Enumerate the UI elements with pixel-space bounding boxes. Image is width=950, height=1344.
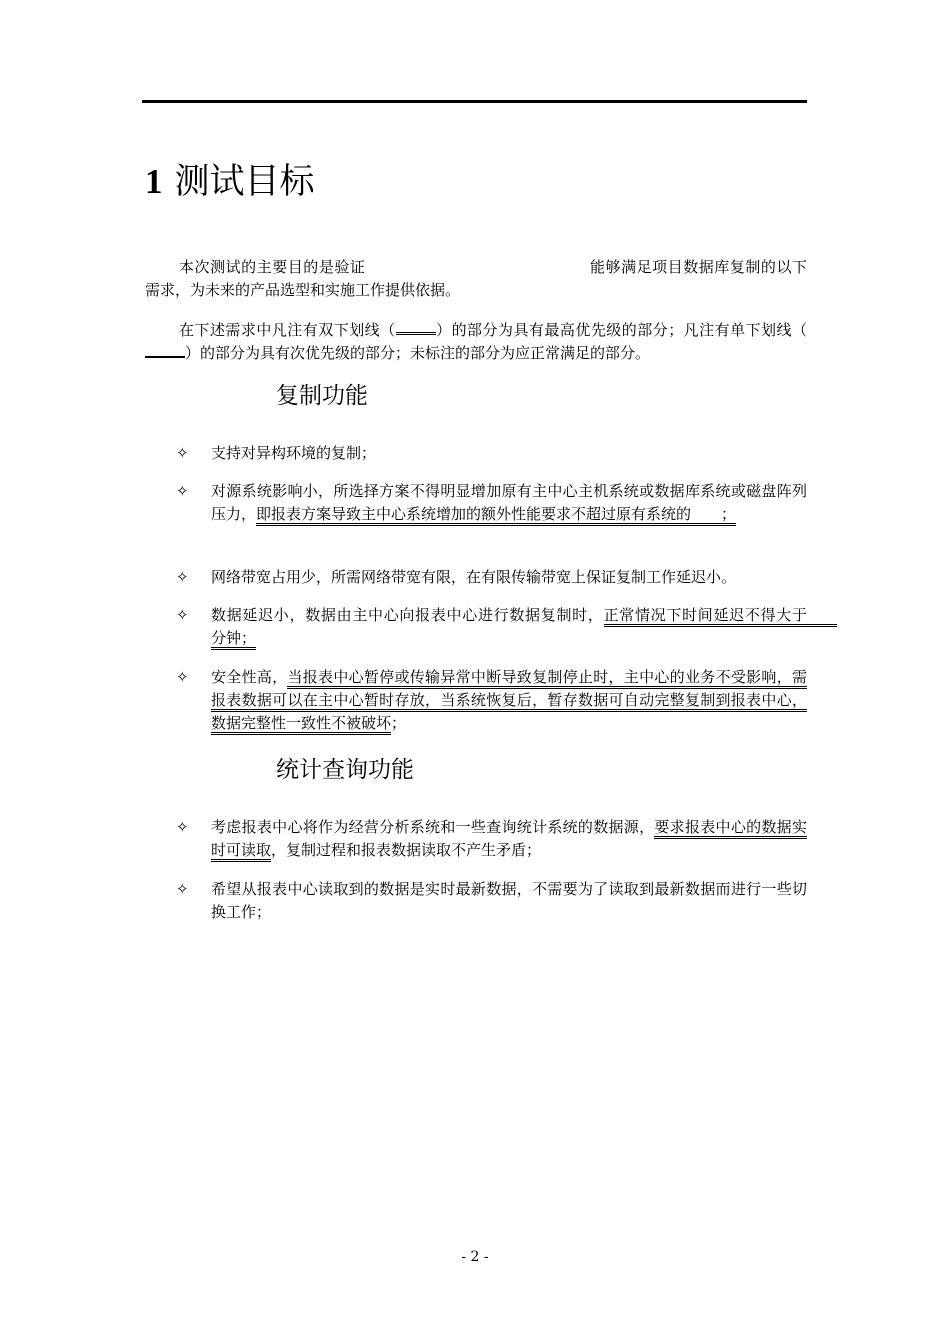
intro-text-b: 能够满足项目数据库复制的以下需求，为未来的产品选型和实施工作提供依据。	[145, 258, 807, 299]
item-text: 希望从报表中心读取到的数据是实时最新数据，不需要为了读取到最新数据而进行一些切换工作；	[211, 880, 807, 921]
list-item	[176, 666, 807, 735]
diamond-outline-star-icon: ✧	[176, 482, 189, 500]
double-underline-sample	[396, 320, 436, 335]
list-item	[176, 566, 807, 589]
diamond-outline-star-icon: ✧	[176, 606, 189, 624]
diamond-outline-star-icon: ✧	[176, 818, 189, 836]
list-item	[176, 442, 807, 465]
single-underline-sample	[145, 344, 185, 358]
header-rule	[142, 100, 807, 103]
item-text: 对源系统影响小，所选择方案不得明显增加原有主中心主机系统或数据库系统或磁盘阵列压力，	[211, 482, 807, 523]
diamond-outline-star-icon: ✧	[176, 568, 189, 586]
item-text: 考虑报表中心将作为经营分析系统和一些查询统计系统的数据源，	[211, 818, 655, 836]
item-text: 安全性高，	[211, 668, 288, 686]
item-priority-text: 正常情况下时间延迟不得大于 分钟；	[211, 606, 837, 650]
list-item	[176, 480, 807, 526]
list-item	[176, 878, 807, 924]
item-priority-text: 即报表方案导致主中心系统增加的额外性能要求不超过原有系统的 ；	[256, 505, 736, 526]
list-item	[176, 604, 838, 650]
heading-number: 1	[145, 162, 163, 201]
item-tail: ，复制过程和报表数据读取不产生矛盾；	[271, 841, 542, 859]
legend-text-c: ）的部分为具有次优先级的部分；未标注的部分为应正常满足的部分。	[185, 344, 651, 362]
intro-paragraph-1	[145, 256, 807, 302]
legend-text-a: 在下述需求中凡注有双下划线（	[179, 321, 396, 339]
subheading-query: 统计查询功能	[276, 757, 414, 783]
heading-title: 测试目标	[174, 162, 315, 202]
item-priority-text: 要求报表中心的数据实时可读取	[211, 818, 807, 862]
diamond-outline-star-icon: ✧	[176, 668, 189, 686]
diamond-outline-star-icon: ✧	[176, 880, 189, 898]
section-heading	[145, 158, 315, 206]
subheading-replication: 复制功能	[276, 383, 368, 409]
item-text: 数据延迟小，数据由主中心向报表中心进行数据复制时，	[211, 606, 604, 624]
item-text: 网络带宽占用少，所需网络带宽有限，在有限传输带宽上保证复制工作延迟小。	[211, 568, 737, 586]
item-tail: ；	[391, 714, 407, 732]
legend-text-b: ）的部分为具有最高优先级的部分；凡注有单下划线（	[435, 321, 807, 339]
item-text: 支持对异构环境的复制；	[211, 444, 377, 462]
page-number: - 2 -	[461, 1249, 489, 1265]
intro-text-a: 本次测试的主要目的是验证	[179, 258, 366, 276]
intro-paragraph-2	[145, 319, 807, 365]
list-item	[176, 816, 807, 862]
diamond-outline-star-icon: ✧	[176, 444, 189, 462]
item-priority-text: 当报表中心暂停或传输异常中断导致复制停止时，主中心的业务不受影响，需报表数据可以在主中心暂时存放，当系统恢复后，暂存数据可自动完整复制到报表中心，数据完整性一致性不被破坏	[211, 668, 807, 735]
